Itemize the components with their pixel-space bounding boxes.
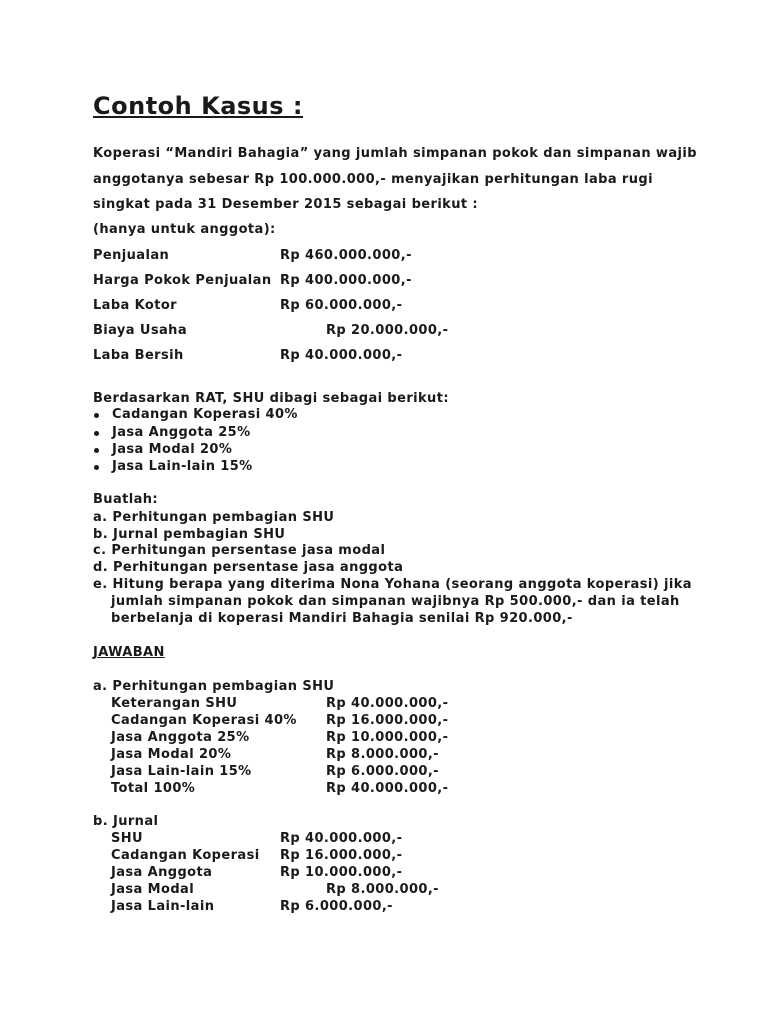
shu-item: Jasa Lain-lain 15% — [112, 459, 253, 474]
bullet-icon — [93, 459, 101, 475]
intro-note: (hanya untuk anggota): — [93, 222, 276, 237]
shu-item: Jasa Modal 20% — [112, 442, 233, 457]
answer-title: JAWABAN — [93, 645, 165, 660]
tasks-title: Buatlah: — [93, 492, 159, 507]
answer-a-value: Rp 8.000.000,- — [326, 747, 439, 762]
answer-b-value: Rp 6.000.000,- — [280, 899, 393, 914]
shu-item: Cadangan Koperasi 40% — [112, 407, 298, 422]
income-value: Rp 40.000.000,- — [280, 348, 403, 363]
answer-b-label: SHU — [111, 831, 143, 846]
answer-b-value: Rp 16.000.000,- — [280, 848, 403, 863]
answer-a-label: Keterangan SHU — [111, 696, 238, 711]
task-e-continuation: jumlah simpanan pokok dan simpanan wajibnya Rp 500.000,- dan ia telah — [111, 594, 680, 609]
bullet-icon — [93, 442, 101, 458]
task-e-continuation: berbelanja di koperasi Mandiri Bahagia senilai Rp 920.000,- — [111, 611, 573, 626]
task-item: e. Hitung berapa yang diterima Nona Yohana (seorang anggota koperasi) jika — [93, 577, 692, 592]
answer-b-label: Cadangan Koperasi — [111, 848, 260, 863]
task-item: a. Perhitungan pembagian SHU — [93, 510, 335, 525]
income-value: Rp 460.000.000,- — [280, 248, 412, 263]
answer-a-label: Jasa Anggota 25% — [111, 730, 250, 745]
income-label: Laba Bersih — [93, 348, 184, 363]
answer-a-heading: a. Perhitungan pembagian SHU — [93, 679, 335, 694]
page-title: Contoh Kasus : — [93, 92, 303, 120]
task-item: d. Perhitungan persentase jasa anggota — [93, 560, 404, 575]
intro-line: Koperasi “Mandiri Bahagia” yang jumlah simpanan pokok dan simpanan wajib — [93, 146, 697, 161]
answer-a-value: Rp 16.000.000,- — [326, 713, 449, 728]
income-value: Rp 400.000.000,- — [280, 273, 412, 288]
answer-b-label: Jasa Lain-lain — [111, 899, 215, 914]
answer-a-label: Jasa Modal 20% — [111, 747, 232, 762]
intro-line: anggotanya sebesar Rp 100.000.000,- menyajikan perhitungan laba rugi — [93, 172, 653, 187]
income-label: Harga Pokok Penjualan — [93, 273, 272, 288]
answer-b-label: Jasa Anggota — [111, 865, 213, 880]
answer-a-label: Jasa Lain-lain 15% — [111, 764, 252, 779]
answer-a-label: Cadangan Koperasi 40% — [111, 713, 297, 728]
answer-a-label: Total 100% — [111, 781, 196, 796]
answer-b-label: Jasa Modal — [111, 882, 195, 897]
answer-a-value: Rp 10.000.000,- — [326, 730, 449, 745]
answer-b-value: Rp 8.000.000,- — [326, 882, 439, 897]
shu-item: Jasa Anggota 25% — [112, 425, 251, 440]
bullet-icon — [93, 407, 101, 423]
income-label: Biaya Usaha — [93, 323, 188, 338]
income-value: Rp 20.000.000,- — [326, 323, 449, 338]
income-label: Penjualan — [93, 248, 170, 263]
answer-b-value: Rp 40.000.000,- — [280, 831, 403, 846]
task-item: c. Perhitungan persentase jasa modal — [93, 543, 386, 558]
answer-a-value: Rp 6.000.000,- — [326, 764, 439, 779]
intro-line: singkat pada 31 Desember 2015 sebagai berikut : — [93, 197, 479, 212]
income-label: Laba Kotor — [93, 298, 177, 313]
shu-intro: Berdasarkan RAT, SHU dibagi sebagai berikut: — [93, 391, 449, 406]
bullet-icon — [93, 425, 101, 441]
answer-a-value: Rp 40.000.000,- — [326, 696, 449, 711]
income-value: Rp 60.000.000,- — [280, 298, 403, 313]
task-item: b. Jurnal pembagian SHU — [93, 527, 286, 542]
answer-a-value: Rp 40.000.000,- — [326, 781, 449, 796]
answer-b-heading: b. Jurnal — [93, 814, 159, 829]
answer-b-value: Rp 10.000.000,- — [280, 865, 403, 880]
